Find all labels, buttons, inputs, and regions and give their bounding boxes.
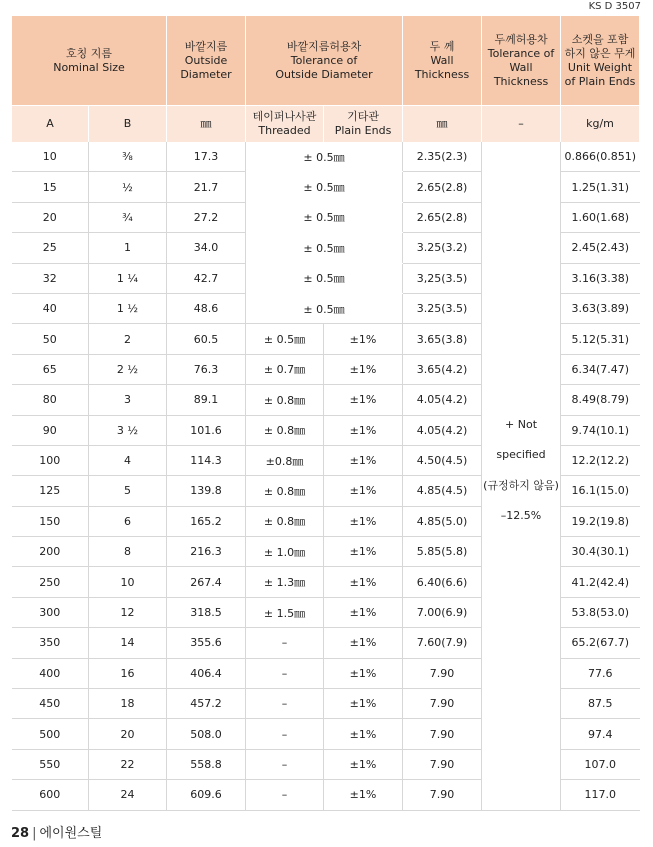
header-outside-diameter: 바깥지름 Outside Diameter [167, 16, 246, 106]
cell-size-a: 32 [12, 263, 89, 293]
cell-outside-diameter: 355.6 [167, 628, 246, 658]
cell-unit-weight: 77.6 [561, 658, 640, 688]
cell-outside-diameter: 17.3 [167, 142, 246, 172]
cell-tolerance-plain: ±1% [324, 689, 403, 719]
cell-size-b: 12 [89, 597, 167, 627]
cell-outside-diameter: 101.6 [167, 415, 246, 445]
cell-outside-diameter: 216.3 [167, 537, 246, 567]
cell-tolerance-plain: ±1% [324, 445, 403, 475]
cell-unit-weight: 5.12(5.31) [561, 324, 640, 354]
cell-unit-weight: 16.1(15.0) [561, 476, 640, 506]
cell-wall-thickness: 7.90 [403, 689, 482, 719]
cell-outside-diameter: 114.3 [167, 445, 246, 475]
cell-tolerance-plain: ±1% [324, 415, 403, 445]
cell-size-a: 10 [12, 142, 89, 172]
subheader-plain-ends: 기타관 Plain Ends [324, 106, 403, 143]
standard-code: KS D 3507 [588, 1, 641, 12]
cell-size-a: 150 [12, 506, 89, 536]
cell-tolerance-plain: ±1% [324, 597, 403, 627]
cell-tolerance-threaded: ± 0.8㎜ [246, 476, 324, 506]
cell-size-a: 100 [12, 445, 89, 475]
cell-unit-weight: 97.4 [561, 719, 640, 749]
cell-size-a: 200 [12, 537, 89, 567]
cell-unit-weight: 3.16(3.38) [561, 263, 640, 293]
cell-size-a: 50 [12, 324, 89, 354]
header-wall-thickness: 두 께 Wall Thickness [403, 16, 482, 106]
cell-tolerance-threaded: ± 0.8㎜ [246, 506, 324, 536]
cell-tolerance-wall [482, 142, 561, 810]
cell-tolerance-plain: ±1% [324, 780, 403, 810]
cell-size-a: 90 [12, 415, 89, 445]
cell-tolerance-threaded: ± 1.3㎜ [246, 567, 324, 597]
cell-size-b: 1 [89, 233, 167, 263]
cell-tolerance-threaded: – [246, 749, 324, 779]
cell-tolerance-threaded: – [246, 719, 324, 749]
cell-size-a: 550 [12, 749, 89, 779]
table-body [12, 142, 640, 810]
tolerance-wall-note-line: specified [496, 448, 546, 462]
cell-size-b: 5 [89, 476, 167, 506]
cell-unit-weight: 65.2(67.7) [561, 628, 640, 658]
cell-wall-thickness: 4.85(4.5) [403, 476, 482, 506]
cell-unit-weight: 0.866(0.851) [561, 142, 640, 172]
cell-outside-diameter: 48.6 [167, 293, 246, 323]
cell-wall-thickness: 3.65(4.2) [403, 354, 482, 384]
cell-size-a: 400 [12, 658, 89, 688]
cell-size-b: ¾ [89, 202, 167, 232]
header-unit-weight: 소켓을 포함 하지 않은 무게 Unit Weight of Plain Ends [561, 16, 640, 106]
cell-size-b: ⅜ [89, 142, 167, 172]
cell-wall-thickness: 2.65(2.8) [403, 172, 482, 202]
subheader-od-unit: ㎜ [167, 106, 246, 143]
cell-tolerance-plain: ±1% [324, 719, 403, 749]
cell-wall-thickness: 3,25(3.5) [403, 263, 482, 293]
cell-size-b: 1 ½ [89, 293, 167, 323]
company-name: 에이원스틸 [39, 826, 103, 841]
cell-size-a: 20 [12, 202, 89, 232]
cell-size-b: 24 [89, 780, 167, 810]
cell-size-b: 22 [89, 749, 167, 779]
cell-size-a: 40 [12, 293, 89, 323]
cell-wall-thickness: 2.35(2.3) [403, 142, 482, 172]
footer-separator: | [32, 826, 37, 841]
cell-size-b: 6 [89, 506, 167, 536]
cell-outside-diameter: 406.4 [167, 658, 246, 688]
cell-size-a: 65 [12, 354, 89, 384]
cell-tolerance-plain: ±1% [324, 567, 403, 597]
cell-wall-thickness: 4.85(5.0) [403, 506, 482, 536]
cell-wall-thickness: 3.25(3.5) [403, 293, 482, 323]
cell-unit-weight: 12.2(12.2) [561, 445, 640, 475]
cell-outside-diameter: 508.0 [167, 719, 246, 749]
cell-wall-thickness: 7.90 [403, 780, 482, 810]
cell-tolerance-threaded: ± 1.5㎜ [246, 597, 324, 627]
cell-size-a: 125 [12, 476, 89, 506]
subheader-weight-unit: kg/m [561, 106, 640, 143]
cell-tolerance-plain: ±1% [324, 476, 403, 506]
cell-unit-weight: 8.49(8.79) [561, 385, 640, 415]
cell-tolerance-plain: ±1% [324, 628, 403, 658]
header-tolerance-wall-thickness: 두께허용차 Tolerance of Wall Thickness [482, 16, 561, 106]
cell-unit-weight: 30.4(30.1) [561, 537, 640, 567]
tolerance-wall-note-line: (규정하지 않음) [483, 478, 559, 492]
cell-tolerance-od-shared: ± 0.5㎜ [246, 172, 403, 202]
cell-size-a: 80 [12, 385, 89, 415]
cell-unit-weight: 117.0 [561, 780, 640, 810]
cell-tolerance-threaded: – [246, 689, 324, 719]
cell-size-b: 1 ¼ [89, 263, 167, 293]
cell-outside-diameter: 165.2 [167, 506, 246, 536]
cell-size-b: 10 [89, 567, 167, 597]
cell-wall-thickness: 2.65(2.8) [403, 202, 482, 232]
cell-tolerance-plain: ±1% [324, 749, 403, 779]
cell-wall-thickness: 4.50(4.5) [403, 445, 482, 475]
cell-size-b: 4 [89, 445, 167, 475]
cell-size-b: 2 [89, 324, 167, 354]
cell-wall-thickness: 7.00(6.9) [403, 597, 482, 627]
cell-size-b: 3 ½ [89, 415, 167, 445]
cell-wall-thickness: 7.90 [403, 749, 482, 779]
cell-size-b: 3 [89, 385, 167, 415]
cell-outside-diameter: 76.3 [167, 354, 246, 384]
cell-unit-weight: 87.5 [561, 689, 640, 719]
cell-wall-thickness: 5.85(5.8) [403, 537, 482, 567]
cell-wall-thickness: 3.25(3.2) [403, 233, 482, 263]
cell-tolerance-threaded: ± 0.7㎜ [246, 354, 324, 384]
cell-wall-thickness: 4.05(4.2) [403, 415, 482, 445]
page-footer [11, 822, 102, 841]
cell-outside-diameter: 27.2 [167, 202, 246, 232]
cell-tolerance-threaded: ± 0.5㎜ [246, 324, 324, 354]
page-number: 28 [11, 826, 30, 841]
table-row [12, 142, 640, 172]
cell-size-b: 2 ½ [89, 354, 167, 384]
cell-tolerance-threaded: ± 0.8㎜ [246, 385, 324, 415]
cell-outside-diameter: 318.5 [167, 597, 246, 627]
cell-outside-diameter: 60.5 [167, 324, 246, 354]
subheader-wall-unit: ㎜ [403, 106, 482, 143]
cell-tolerance-od-shared: ± 0.5㎜ [246, 202, 403, 232]
pipe-spec-table [11, 16, 640, 811]
cell-outside-diameter: 34.0 [167, 233, 246, 263]
cell-size-b: 14 [89, 628, 167, 658]
cell-tolerance-od-shared: ± 0.5㎜ [246, 263, 403, 293]
cell-unit-weight: 2.45(2.43) [561, 233, 640, 263]
cell-tolerance-plain: ±1% [324, 385, 403, 415]
subheader-b: B [89, 106, 167, 143]
header-tolerance-outside-diameter: 바깥지름허용차 Tolerance of Outside Diameter [246, 16, 403, 106]
cell-tolerance-threaded: ± 1.0㎜ [246, 537, 324, 567]
cell-wall-thickness: 3.65(3.8) [403, 324, 482, 354]
cell-size-a: 600 [12, 780, 89, 810]
header-nominal-size: 호칭 지름 Nominal Size [12, 16, 167, 106]
cell-wall-thickness: 7.60(7.9) [403, 628, 482, 658]
cell-tolerance-threaded: – [246, 658, 324, 688]
cell-tolerance-plain: ±1% [324, 324, 403, 354]
cell-tolerance-plain: ±1% [324, 537, 403, 567]
cell-unit-weight: 41.2(42.4) [561, 567, 640, 597]
cell-tolerance-od-shared: ± 0.5㎜ [246, 142, 403, 172]
cell-tolerance-threaded: ±0.8㎜ [246, 445, 324, 475]
cell-tolerance-od-shared: ± 0.5㎜ [246, 293, 403, 323]
cell-outside-diameter: 457.2 [167, 689, 246, 719]
cell-size-b: 18 [89, 689, 167, 719]
tolerance-wall-note-line: –12.5% [500, 509, 542, 523]
tolerance-wall-note-line: + Not [505, 418, 538, 431]
cell-wall-thickness: 4.05(4.2) [403, 385, 482, 415]
cell-unit-weight: 107.0 [561, 749, 640, 779]
cell-tolerance-plain: ±1% [324, 354, 403, 384]
cell-unit-weight: 1.60(1.68) [561, 202, 640, 232]
cell-size-a: 350 [12, 628, 89, 658]
cell-outside-diameter: 139.8 [167, 476, 246, 506]
subheader-a: A [12, 106, 89, 143]
cell-wall-thickness: 7.90 [403, 719, 482, 749]
cell-tolerance-threaded: – [246, 780, 324, 810]
cell-size-a: 450 [12, 689, 89, 719]
cell-size-b: 8 [89, 537, 167, 567]
cell-unit-weight: 9.74(10.1) [561, 415, 640, 445]
cell-size-a: 500 [12, 719, 89, 749]
cell-size-b: 16 [89, 658, 167, 688]
cell-tolerance-plain: ±1% [324, 658, 403, 688]
subheader-threaded: 테이퍼나사관 Threaded [246, 106, 324, 143]
cell-outside-diameter: 558.8 [167, 749, 246, 779]
subheader-tol-wall-unit: – [482, 106, 561, 143]
cell-size-b: 20 [89, 719, 167, 749]
cell-unit-weight: 19.2(19.8) [561, 506, 640, 536]
cell-size-b: ½ [89, 172, 167, 202]
cell-tolerance-od-shared: ± 0.5㎜ [246, 233, 403, 263]
cell-tolerance-plain: ±1% [324, 506, 403, 536]
cell-wall-thickness: 7.90 [403, 658, 482, 688]
cell-tolerance-threaded: ± 0.8㎜ [246, 415, 324, 445]
cell-unit-weight: 53.8(53.0) [561, 597, 640, 627]
cell-unit-weight: 1.25(1.31) [561, 172, 640, 202]
cell-unit-weight: 6.34(7.47) [561, 354, 640, 384]
cell-size-a: 15 [12, 172, 89, 202]
cell-outside-diameter: 609.6 [167, 780, 246, 810]
cell-outside-diameter: 21.7 [167, 172, 246, 202]
cell-tolerance-threaded: – [246, 628, 324, 658]
cell-outside-diameter: 89.1 [167, 385, 246, 415]
cell-unit-weight: 3.63(3.89) [561, 293, 640, 323]
cell-wall-thickness: 6.40(6.6) [403, 567, 482, 597]
cell-size-a: 250 [12, 567, 89, 597]
cell-size-a: 25 [12, 233, 89, 263]
cell-outside-diameter: 267.4 [167, 567, 246, 597]
cell-outside-diameter: 42.7 [167, 263, 246, 293]
cell-size-a: 300 [12, 597, 89, 627]
